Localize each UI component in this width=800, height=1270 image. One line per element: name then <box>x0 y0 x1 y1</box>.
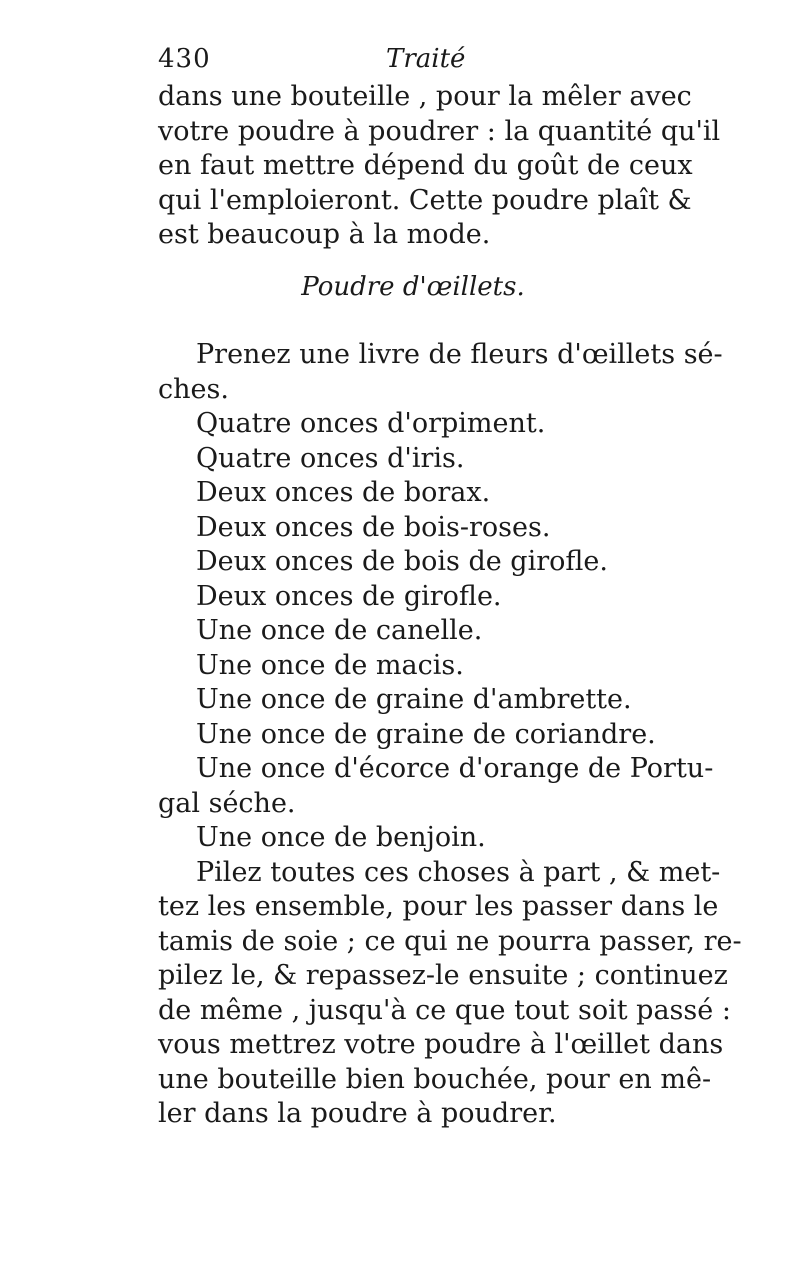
section-heading: Poudre d'œillets. <box>301 272 525 302</box>
text-line: est beaucoup à la mode. <box>158 219 491 250</box>
ingredient-item: Deux onces de girofle. <box>196 580 502 612</box>
ingredient-item: Deux onces de bois de girofle. <box>196 546 608 577</box>
ingredient-list <box>158 407 714 856</box>
ingredient-item: gal séche. <box>158 787 296 819</box>
intro-paragraph <box>158 80 721 253</box>
text-line: Pilez toutes ces choses à part , & met- <box>196 856 721 888</box>
ingredient-item: Deux onces de bois-roses. <box>196 511 551 543</box>
ingredient-item: Une once de graine de coriandre. <box>196 718 656 750</box>
text-line: une bouteille bien bouchée, pour en mê- <box>158 1063 712 1095</box>
recipe-body <box>158 338 742 1132</box>
text-line: votre poudre à poudrer : la quantité qu'il <box>158 115 721 147</box>
text-line: qui l'emploieront. Cette poudre plaît & <box>158 184 692 216</box>
text-line: ler dans la poudre à poudrer. <box>158 1098 557 1129</box>
ingredient-item: Une once de macis. <box>196 649 464 681</box>
text-line: tez les ensemble, pour les passer dans le <box>158 891 719 922</box>
ingredient-item: Deux onces de borax. <box>196 477 491 508</box>
page-number: 430 <box>158 44 211 74</box>
ingredient-item: Une once d'écorce d'orange de Portu- <box>196 753 714 784</box>
text-line: vous mettrez votre poudre à l'œillet dans <box>158 1029 724 1060</box>
running-title: Traité <box>386 44 466 74</box>
running-head <box>158 44 668 84</box>
text-line: ches. <box>158 373 229 405</box>
text-line: dans une bouteille , pour la mêler avec <box>158 81 692 112</box>
ingredient-item: Une once de graine d'ambrette. <box>196 684 632 715</box>
text-line: en faut mettre dépend du goût de ceux <box>158 150 693 181</box>
instructions-paragraph <box>158 856 742 1132</box>
ingredient-item: Une once de canelle. <box>196 615 483 646</box>
ingredient-item: Quatre onces d'iris. <box>196 442 465 474</box>
ingredient-item: Quatre onces d'orpiment. <box>196 408 546 439</box>
text-line: Prenez une livre de fleurs d'œillets sé- <box>196 339 723 370</box>
ingredient-item: Une once de benjoin. <box>196 822 486 853</box>
text-line: tamis de soie ; ce qui ne pourra passer, re- <box>158 925 742 957</box>
text-line: de même , jusqu'à ce que tout soit passé : <box>158 994 731 1026</box>
text-line: pilez le, & repassez-le ensuite ; continuez <box>158 960 728 991</box>
